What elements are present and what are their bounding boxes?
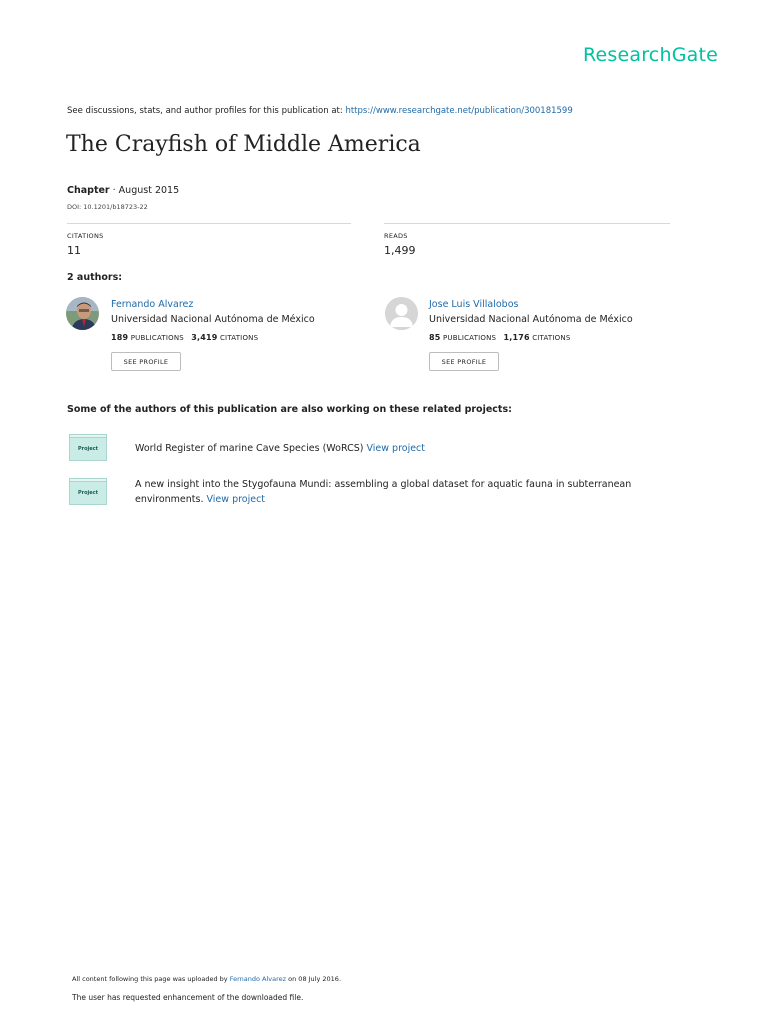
see-profile-button[interactable]: SEE PROFILE — [111, 352, 181, 371]
publication-date: · August 2015 — [109, 185, 180, 196]
view-project-link[interactable]: View project — [206, 494, 266, 505]
view-project-link[interactable]: View project — [366, 443, 426, 454]
publication-type: Chapter — [67, 185, 110, 196]
researchgate-logo[interactable]: ResearchGate — [582, 44, 718, 66]
authors-heading: 2 authors: — [67, 272, 123, 283]
author-publications-count: 85 — [429, 333, 441, 342]
enhancement-notice: The user has requested enhancement of the downloaded file. — [72, 993, 304, 1002]
see-profile-button[interactable]: SEE PROFILE — [429, 352, 499, 371]
project-icon — [69, 434, 107, 461]
project-title: World Register of marine Cave Species (WoRCS) — [135, 443, 367, 454]
project-icon — [69, 478, 107, 505]
default-user-avatar-icon[interactable] — [385, 297, 418, 330]
publication-title: The Crayfish of Middle America — [66, 132, 421, 157]
author-citations-count: 3,419 — [191, 333, 218, 342]
project-icon-label: Project — [77, 490, 99, 496]
publication-doi: DOI: 10.1201/b18723-22 — [67, 203, 148, 211]
author-stats — [429, 333, 570, 342]
discussion-prefix: See discussions, stats, and author profiles for this publication at: — [67, 106, 346, 116]
author-stats — [111, 333, 258, 342]
author-publications-label: PUBLICATIONS — [442, 334, 497, 342]
uploader-link[interactable]: Fernando Alvarez — [229, 975, 287, 983]
author-name-link[interactable]: Fernando Alvarez — [111, 299, 194, 310]
discussion-line — [67, 106, 573, 116]
citations-label: CITATIONS — [67, 232, 104, 240]
author-photo-icon[interactable] — [66, 297, 99, 330]
author-publications-label: PUBLICATIONS — [130, 334, 184, 342]
author-publications-count: 189 — [111, 333, 129, 342]
author-citations-count: 1,176 — [503, 333, 530, 342]
reads-label: READS — [384, 232, 408, 240]
author-name-link[interactable]: Jose Luis Villalobos — [429, 299, 519, 310]
reads-count: 1,499 — [384, 244, 416, 257]
project-item — [135, 441, 695, 456]
author-citations-label: CITATIONS — [219, 334, 259, 342]
project-item — [135, 477, 695, 507]
publication-url-link[interactable]: https://www.researchgate.net/publication/300181599 — [345, 106, 573, 116]
upload-prefix: All content following this page was uploaded by — [72, 975, 230, 983]
author-citations-label: CITATIONS — [532, 334, 571, 342]
author-institution: Universidad Nacional Autónoma de México — [111, 314, 315, 325]
citations-divider — [67, 223, 351, 224]
reads-divider — [384, 223, 670, 224]
project-title: A new insight into the Stygofauna Mundi: assembling a global dataset for aquatic fauna in subterranean environments. — [135, 479, 632, 505]
citations-count: 11 — [67, 244, 81, 257]
upload-notice — [72, 975, 341, 983]
publication-type-date — [67, 185, 179, 196]
upload-suffix: on 08 July 2016. — [286, 975, 342, 983]
project-icon-label: Project — [77, 446, 99, 452]
author-institution: Universidad Nacional Autónoma de México — [429, 314, 633, 325]
related-projects-heading: Some of the authors of this publication are also working on these related projects: — [67, 404, 512, 415]
